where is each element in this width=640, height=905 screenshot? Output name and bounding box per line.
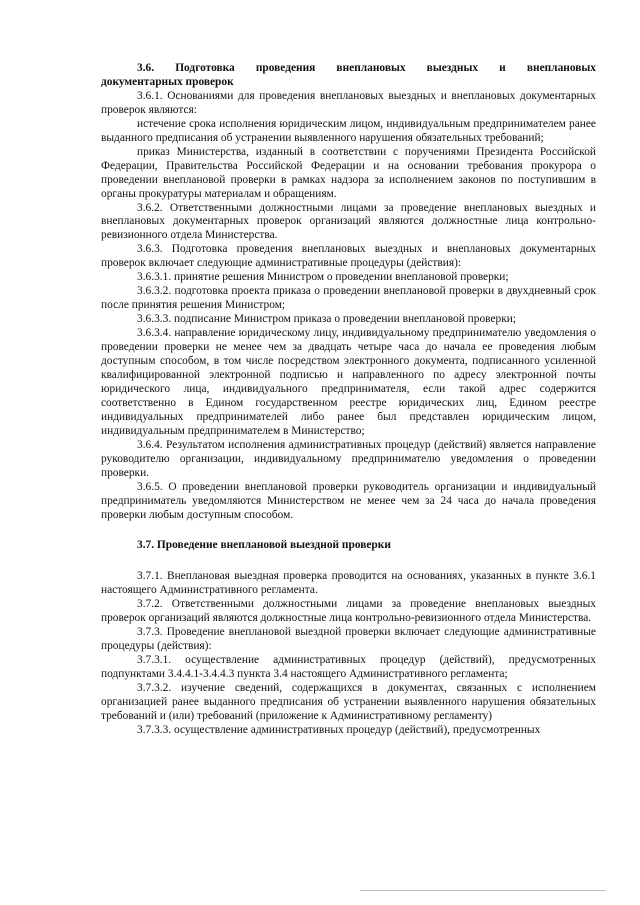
paragraph-3-6-1-b: приказ Министерства, изданный в соответствии с поручениями Президента Российской Федерации, Правительства Российской Федерации и на основании требования прокурора о проведении внеплановой проверки в рамках надзора за исполнением законов по поступившим в органы прокуратуры материалам и обращениям. (101, 145, 596, 200)
section-3-7-heading: 3.7. Проведение внеплановой выездной проверки (137, 539, 391, 552)
paragraph-3-6-3-2: 3.6.3.2. подготовка проекта приказа о проведении внеплановой проверки в двухдневный срок после принятия решения Министром; (101, 285, 596, 312)
footer-rule (360, 890, 606, 891)
paragraph-3-6-3-1: 3.6.3.1. принятие решения Министром о проведении внеплановой проверки; (137, 271, 509, 284)
paragraph-3-6-1-a: истечение срока исполнения юридическим лицом, индивидуальным предпринимателем ранее выданного предписания об устранении выявленного нарушения обязательных требований; (101, 117, 596, 144)
paragraph-3-6-3-3: 3.6.3.3. подписание Министром приказа о проведении внеплановой проверки; (137, 313, 517, 326)
paragraph-3-6-5: 3.6.5. О проведении внеплановой проверки руководитель организации и индивидуальный предприниматель уведомляются Министерством не менее чем за 24 часа до начала проведения проверки любым доступным способом. (101, 480, 596, 521)
paragraph-3-6-3: 3.6.3. Подготовка проведения внеплановых выездных и внеплановых документарных проверок включает следующие административные процедуры (действия): (101, 243, 596, 270)
paragraph-3-6-4: 3.6.4. Результатом исполнения административных процедур (действий) является направление руководителю организации, индивидуальному предпринимателю уведомления о проведении проверки. (101, 438, 596, 479)
paragraph-3-7-3-1: 3.7.3.1. осуществление административных процедур (действий), предусмотренных подпунктами 3.4.4.1-3.4.4.3 пункта 3.4 настоящего Административного регламента; (101, 654, 596, 681)
paragraph-3-7-3-3: 3.7.3.3. осуществление административных процедур (действий), предусмотренных (137, 723, 541, 736)
paragraph-3-7-3: 3.7.3. Проведение внеплановой выездной проверки включает следующие административные процедуры (действия): (101, 626, 596, 653)
section-3-6-heading-line1: 3.6. Подготовка проведения внеплановых выездных и внеплановых (137, 62, 596, 74)
paragraph-3-6-3-4: 3.6.3.4. направление юридическому лицу, индивидуальному предпринимателю уведомления о проведении проверки не менее чем за двадцать четыре часа до начала ее проведения любым доступным способом, в том числе посредством электронного документа, подписанного усиленной квалифицированной электронной подписью и направленного по адресу электронной почты юридического лица, индивидуального предпринимателя, если такой адрес содержится соответственно в Едином государственном реестре юридических лиц, Едином реестре индивидуальных предпринимателей либо ранее был представлен юридическим лицом, индивидуальным предпринимателем в Министерство; (101, 327, 596, 437)
paragraph-3-7-1: 3.7.1. Внеплановая выездная проверка проводится на основаниях, указанных в пункте 3.6.1 настоящего Административного регламента. (101, 570, 596, 597)
section-3-6-heading-line2: документарных проверок (101, 75, 234, 88)
section-3-6-heading (101, 62, 596, 90)
paragraph-3-7-2: 3.7.2. Ответственными должностными лицами за проведение внеплановых выездных проверок организаций являются должностные лица контрольно-ревизионного отдела Министерства. (101, 598, 596, 625)
paragraph-3-7-3-2: 3.7.3.2. изучение сведений, содержащихся в документах, связанных с исполнением организацией ранее выданного предписания об устранении выявленного нарушения обязательных требований и (или) требований (приложение к Административному регламенту) (101, 682, 596, 722)
paragraph-3-6-1: 3.6.1. Основаниями для проведения внеплановых выездных и внеплановых документарных проверок являются: (101, 89, 596, 116)
paragraph-3-6-2: 3.6.2. Ответственными должностными лицами за проведение внеплановых выездных и внеплановых документарных проверок организаций являются должностные лица контрольно-ревизионного отдела Министерства. (101, 201, 596, 242)
